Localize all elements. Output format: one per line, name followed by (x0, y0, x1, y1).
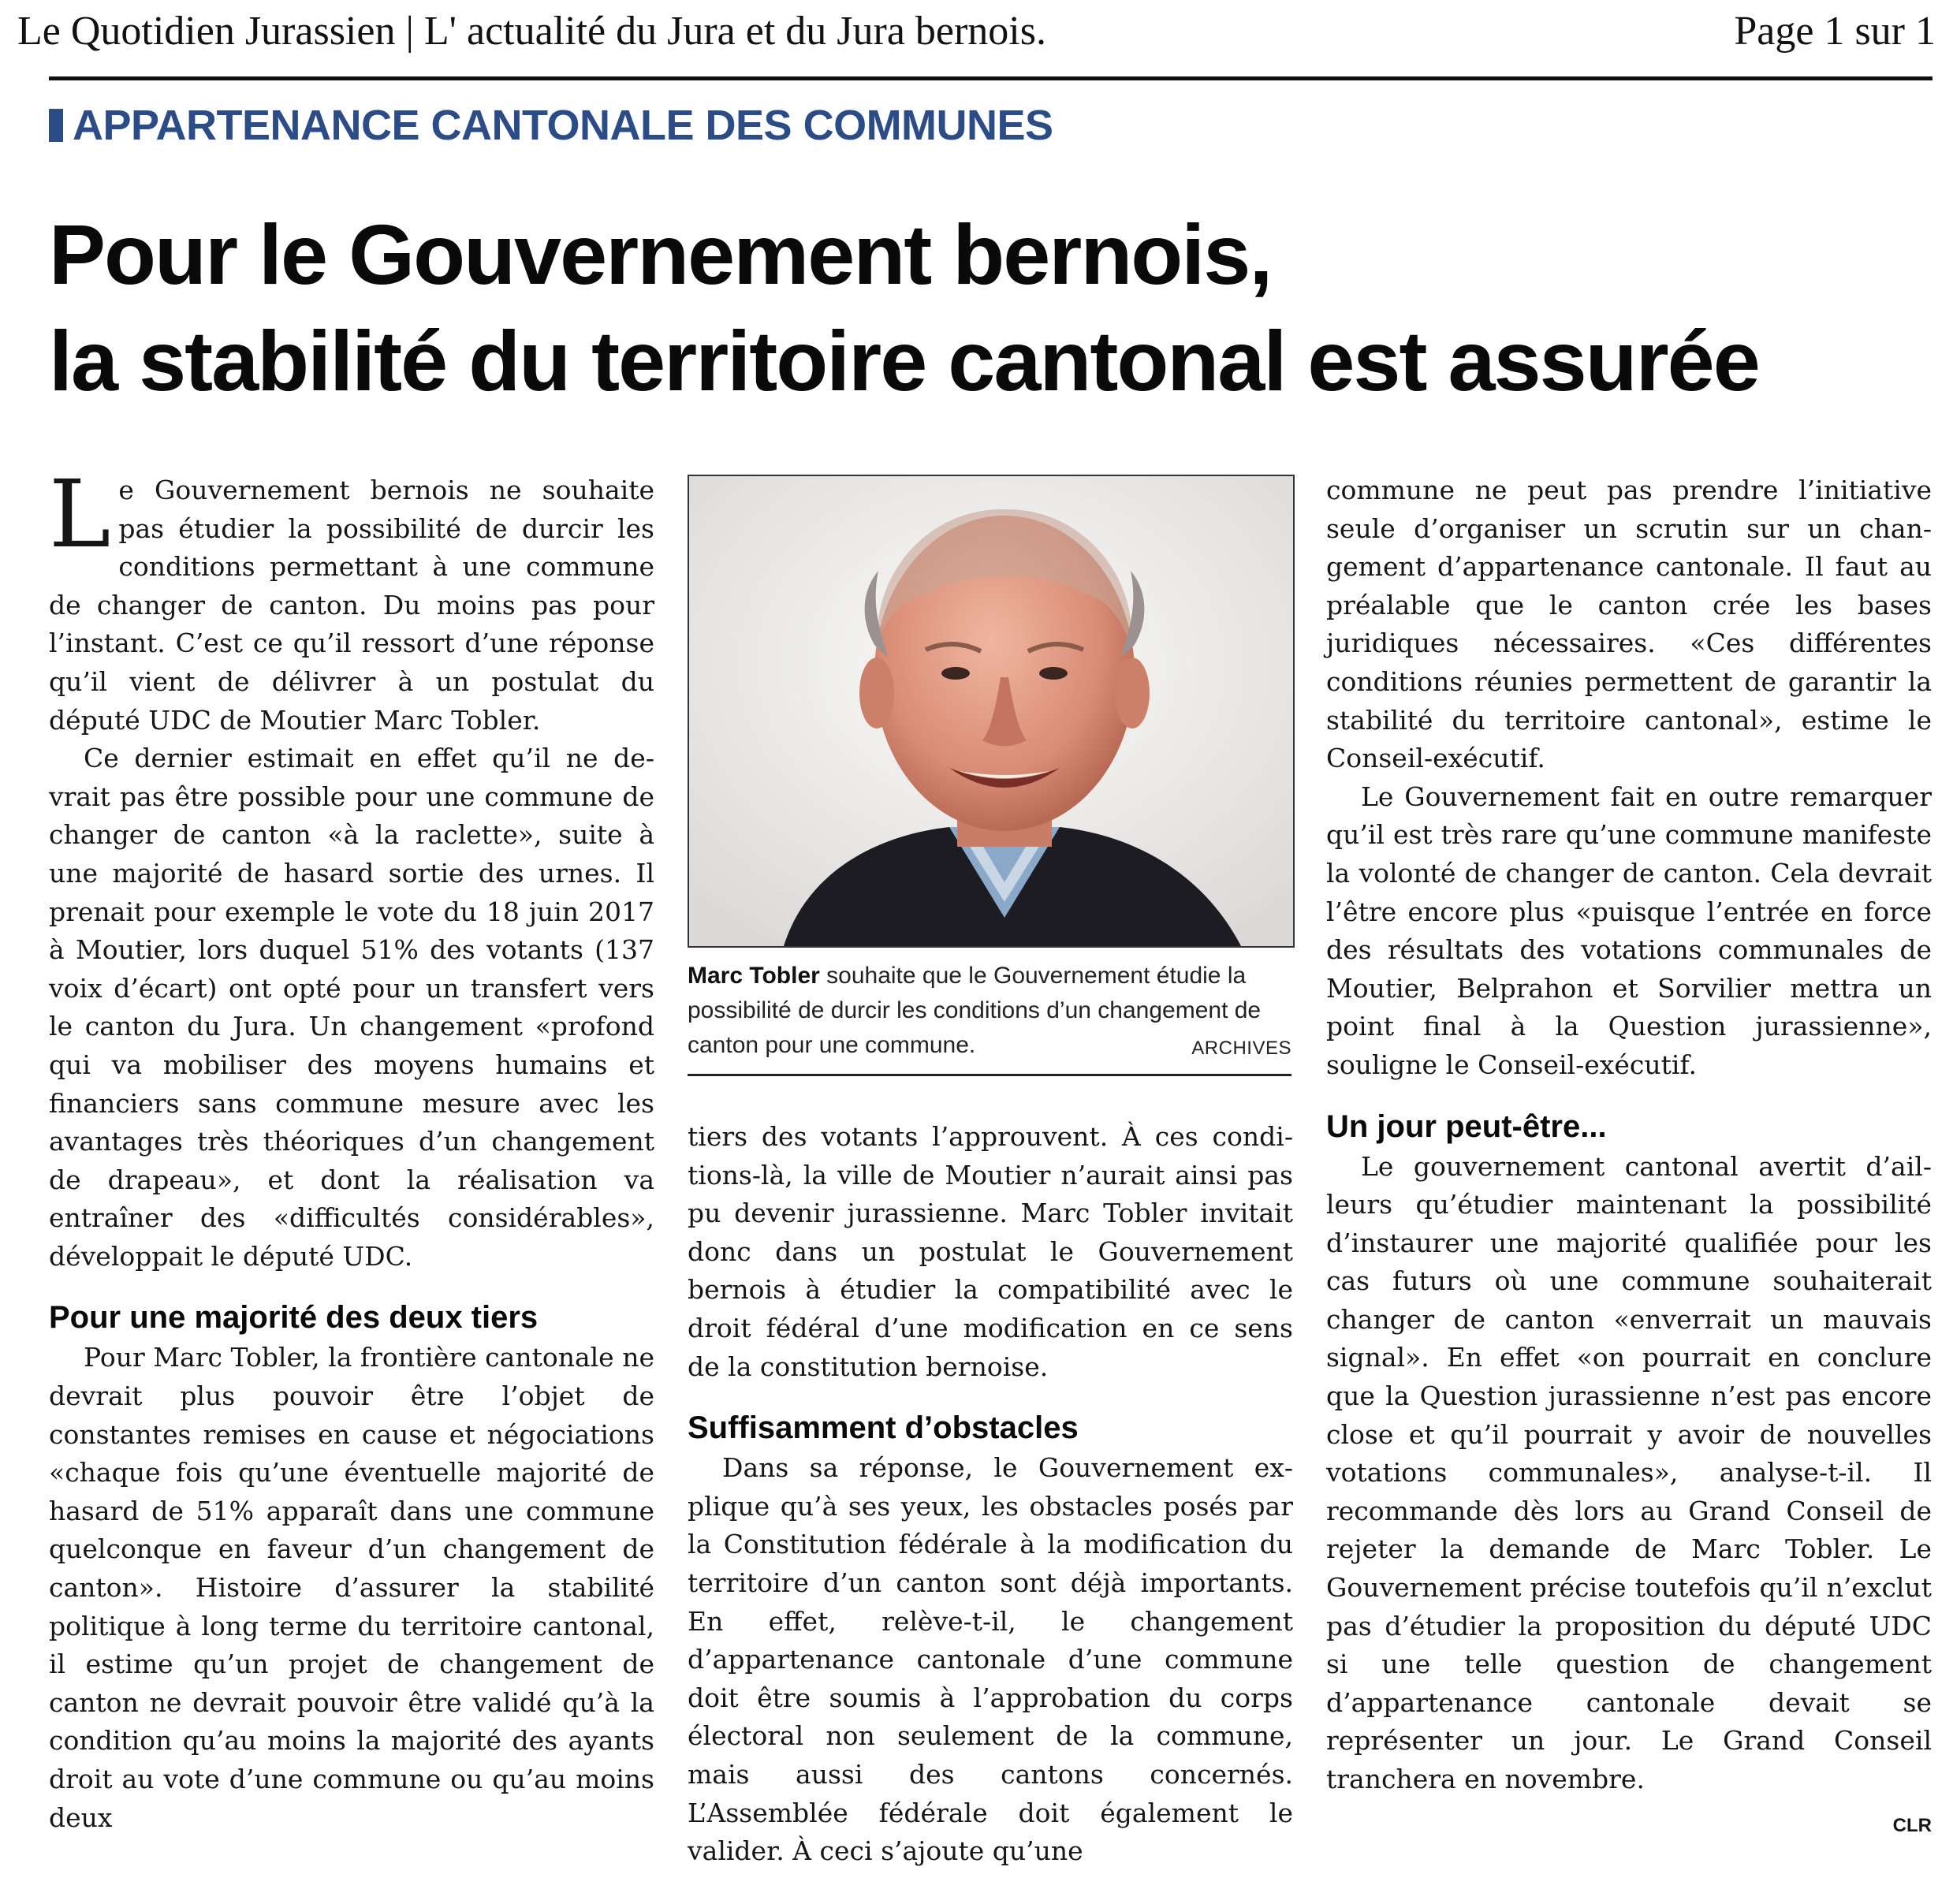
paragraph: tiers des votants l’approuvent. À ces conditions-là, la ville de Moutier n’aurait ainsi pas pu devenir jurassienne. Marc Tobler invitait donc dans un postulat le Gouvernement bernois à étudier la compatibilité avec le droit fédéral d’une modification en ce sens de la constitution bernoise. (688, 1121, 1293, 1382)
paragraph-text: e Gouvernement bernois ne souhaite pas étudier la possibilité de durcir les conditions permettant à une commune de changer de canton. Du moins pas pour l’instant. C’est ce qu’il ressort d’une réponse qu’il vient de délivrer à un postulat du député UDC de Moutier Marc Tobler. (49, 475, 654, 736)
headline-line-2: la stabilité du territoire cantonal est assurée (49, 313, 1759, 408)
paragraph: commune ne peut pas prendre l’initiative seule d’organiser un scrutin sur un changement d’appartenance cantonale. Il faut au préalable que le canton crée les bases juridiques nécessaires. «Ces différentes conditions réunies permettent de garantir la stabilité du territoire cantonal», estime le Conseil-exécutif. (1326, 475, 1932, 774)
subheading: Pour une majorité des deux tiers (49, 1300, 539, 1336)
paragraph: Le gouvernement cantonal avertit d’ailleurs qu’étudier maintenant la possibilité d’instaurer une majorité qualifiée pour les cas futurs où une commune souhaiterait changer de canton «enverrait un mauvais signal». En effet «on pourrait en conclure que la Question jurassienne n’est pas encore close et qu’il pourrait y avoir de nouvelles votations communales», analyse-t-il. Il recommande dès lors au Grand Conseil de rejeter la demande de Marc Tobler. Le Gouvernement précise toutefois qu’il n’exclut pas d’étudier la proposition du député UDC si une telle question de changement d’appartenance cantonale devait se représenter un jour. Le Grand Conseil tranchera en novembre. (1326, 1150, 1932, 1794)
page-header (17, 0, 1936, 63)
photo-credit: ARCHIVES (1191, 1038, 1291, 1059)
section-label (49, 101, 1053, 150)
headline (49, 201, 1910, 414)
drop-cap: L (49, 460, 111, 568)
article-column-1 (49, 460, 654, 1837)
author-signature: CLR (1892, 1814, 1932, 1836)
page-number: Page 1 sur 1 (1734, 9, 1936, 54)
section-text: APPARTENANCE CANTONALE DES COMMUNES (73, 102, 1053, 149)
article-column-2 (688, 1118, 1293, 1871)
subheading: Suffisamment d’obstacles (688, 1410, 1079, 1446)
paragraph: Ce dernier estimait en effet qu’il ne devrait pas être possible pour une commune de changer de canton «à la raclette», suite à une majorité de hasard sortie des urnes. Il prenait pour exemple le vote du 18 juin 2017 à Moutier, lors duquel 51% des votants (137 voix d’écart) ont opté pour un transfert vers le canton du Jura. Un changement «profond qui va mobiliser des moyens humains et financiers sans commune mesure avec les avantages très théoriques d’un changement de drapeau», et dont la réalisation va entraîner des «difficultés considérables», développait le député UDC. (49, 743, 654, 1272)
portrait-illustration (689, 476, 1293, 946)
section-bullet (49, 109, 63, 142)
paragraph (49, 460, 654, 740)
header-rule (49, 76, 1933, 80)
paragraph: Pour Marc Tobler, la frontière cantonale ne devrait plus pouvoir être l’objet de constantes remises en cause et négociations «chaque fois qu’une éventuelle majorité de hasard de 51% apparaît dans une commune quelconque en faveur d’un changement de canton». Histoire d’assurer la stabilité politique à long terme du territoire cantonal, il estime qu’un projet de changement de canton ne devrait pouvoir être validé qu’à la condition qu’au moins la majorité des ayants droit au vote d’une commune ou qu’au moins deux (49, 1342, 654, 1833)
caption-name: Marc Tobler (688, 963, 820, 989)
headline-line-1: Pour le Gouvernement bernois, (49, 207, 1272, 302)
portrait-photo (688, 475, 1295, 948)
subheading: Un jour peut-être... (1326, 1108, 1607, 1144)
photo-caption (688, 959, 1291, 1076)
caption-text: souhaite que le Gouvernement étudie la possibilité de durcir les conditions d’un changement de canton pour une commune. (688, 963, 1262, 1058)
article-column-3 (1326, 471, 1932, 1845)
paragraph: Le Gouvernement fait en outre remarquer qu’il est très rare qu’une commune manifeste la volonté de changer de canton. Cela devrait l’être encore plus «puisque l’entrée en force des résultats des votations communales de Moutier, Belprahon et Sorvilier mettra un point final à la Question jurassienne», souligne le Conseil-exécutif. (1326, 781, 1932, 1080)
paragraph: Dans sa réponse, le Gouvernement explique qu’à ses yeux, les obstacles posés par la Constitution fédérale à la modification du territoire d’un canton sont déjà importants. En effet, relève-t-il, le changement d’appartenance cantonale d’une commune doit être soumis à l’approbation du corps électoral non seulement de la commune, mais aussi des cantons concernés. L’Assemblée fédérale doit également le valider. À ceci s’ajoute qu’une (688, 1452, 1293, 1867)
site-title: Le Quotidien Jurassien | L' actualité du Jura et du Jura bernois. (17, 9, 1046, 54)
